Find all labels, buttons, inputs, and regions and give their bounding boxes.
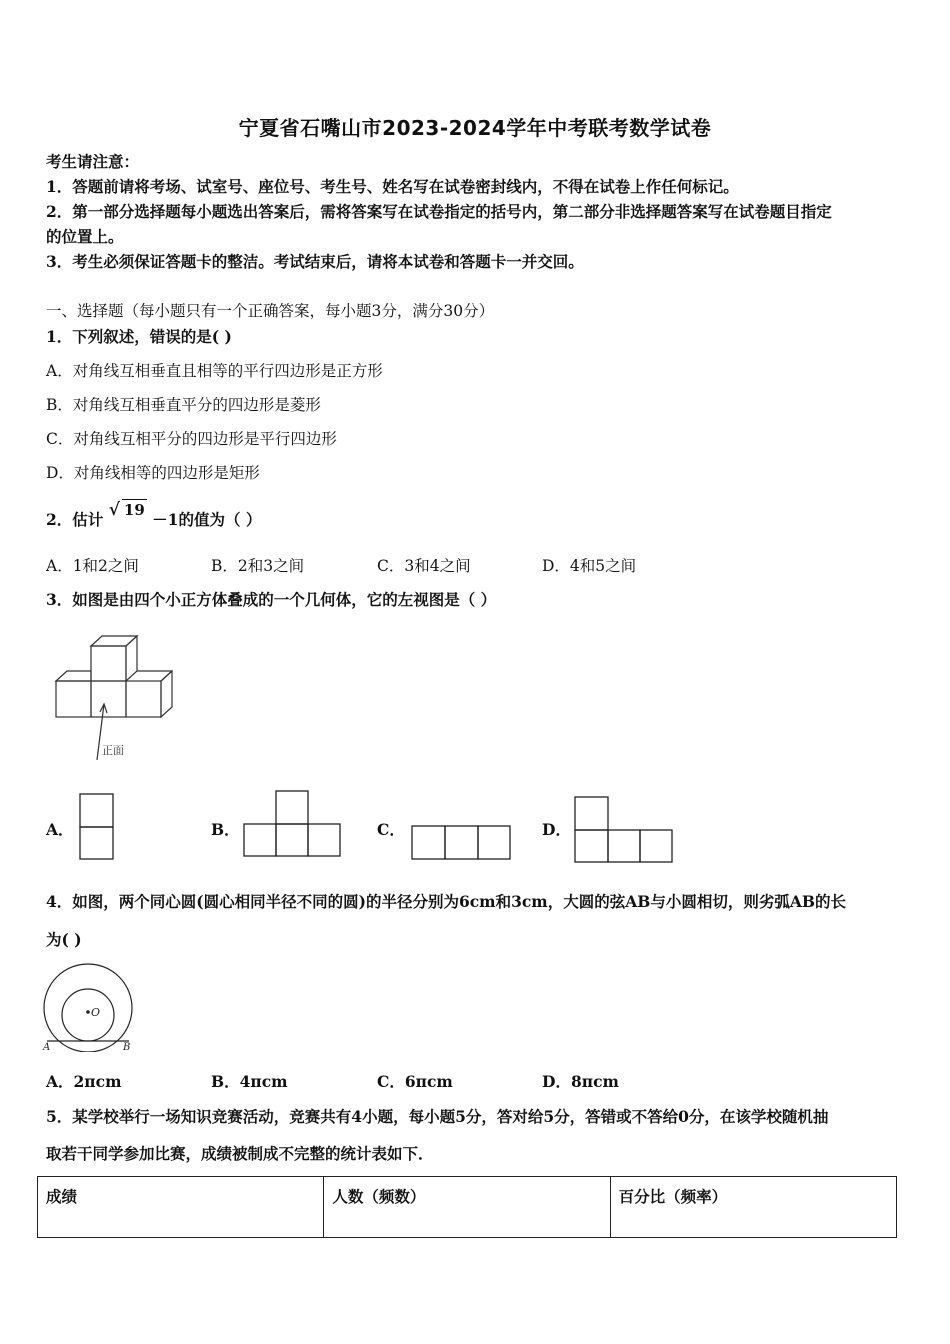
section-heading: 一、选择题（每小题只有一个正确答案，每小题3分，满分30分） (46, 302, 495, 320)
table-header-count: 人数（频数） (324, 1177, 610, 1238)
q1-option-b: B．对角线互相垂直平分的四边形是菱形 (46, 396, 321, 414)
point-a-label: A (43, 1042, 51, 1052)
sqrt-expression (109, 499, 147, 520)
q4-stem-line1: 4．如图，两个同心圆(圆心相同半径不同的圆)的半径分别为6cm和3cm，大圆的弦AB与小圆相切，则劣弧AB的长 (46, 892, 846, 911)
notice-item-2: 2．第一部分选择题每小题选出答案后，需将答案写在试卷指定的括号内，第二部分非选择题答案写在试卷题目指定 (46, 202, 832, 221)
q3-option-b-view (242, 789, 344, 859)
q3-option-b-letter: B． (211, 820, 240, 839)
notice-item-3: 3．考生必须保证答题卡的整洁。考试结束后，请将本试卷和答题卡一并交回。 (46, 252, 584, 271)
q1-option-a: A．对角线互相垂直且相等的平行四边形是正方形 (46, 362, 383, 380)
table-header-row (38, 1177, 897, 1238)
q3-option-d-letter: D． (542, 820, 571, 839)
page-title: 宁夏省石嘴山市2023-2024学年中考联考数学试卷 (238, 116, 712, 140)
q2-suffix: －1的值为（ ） (152, 510, 262, 529)
q3-option-a-view (78, 792, 116, 862)
q5-stem-line2: 取若干同学参加比赛，成绩被制成不完整的统计表如下． (46, 1144, 434, 1163)
q2-option-d: D．4和5之间 (542, 557, 637, 575)
sqrt-radicand: 19 (123, 501, 145, 519)
q2-option-c: C．3和4之间 (377, 557, 471, 575)
q3-option-a-letter: A． (46, 820, 74, 839)
concentric-circles-figure (40, 962, 140, 1052)
q3-option-c-view (410, 824, 514, 864)
notice-item-1: 1．答题前请将考场、试室号、座位号、考生号、姓名写在试卷密封线内，不得在试卷上作任何标记。 (46, 177, 739, 196)
q4-option-c: C．6πcm (377, 1072, 453, 1091)
table-header-score: 成绩 (38, 1177, 324, 1238)
q2-option-a: A．1和2之间 (46, 557, 139, 575)
q1-option-c: C．对角线互相平分的四边形是平行四边形 (46, 430, 337, 448)
score-table (37, 1176, 897, 1238)
q2-prefix: 2．估计 (46, 510, 104, 529)
q4-option-b: B．4πcm (211, 1072, 288, 1091)
notice-item-2-cont: 的位置上。 (46, 227, 124, 246)
front-label: 正面 (102, 744, 124, 757)
q1-option-d: D．对角线相等的四边形是矩形 (46, 464, 260, 482)
q5-stem-line1: 5．某学校举行一场知识竞赛活动，竞赛共有4小题，每小题5分，答对给5分，答错或不答给0分，在该学校随机抽 (46, 1107, 829, 1126)
q1-stem: 1．下列叙述，错误的是( ) (46, 327, 232, 346)
q3-option-c-letter: C． (377, 820, 405, 839)
q4-stem-line2: 为( ) (46, 930, 82, 949)
cube-stack-figure (50, 630, 190, 765)
center-label: O (91, 1006, 101, 1019)
q2-option-b: B．2和3之间 (211, 557, 305, 575)
notice-heading: 考生请注意： (46, 152, 140, 171)
point-b-label: B (123, 1042, 131, 1052)
q4-option-d: D．8πcm (542, 1072, 619, 1091)
q3-option-d-view (573, 795, 677, 865)
sqrt-symbol: √ (108, 500, 120, 520)
q2-stem (46, 500, 262, 530)
table-header-percent: 百分比（频率） (610, 1177, 896, 1238)
q4-option-a: A．2πcm (46, 1072, 122, 1091)
q3-stem: 3．如图是由四个小正方体叠成的一个几何体，它的左视图是（ ） (46, 590, 497, 609)
